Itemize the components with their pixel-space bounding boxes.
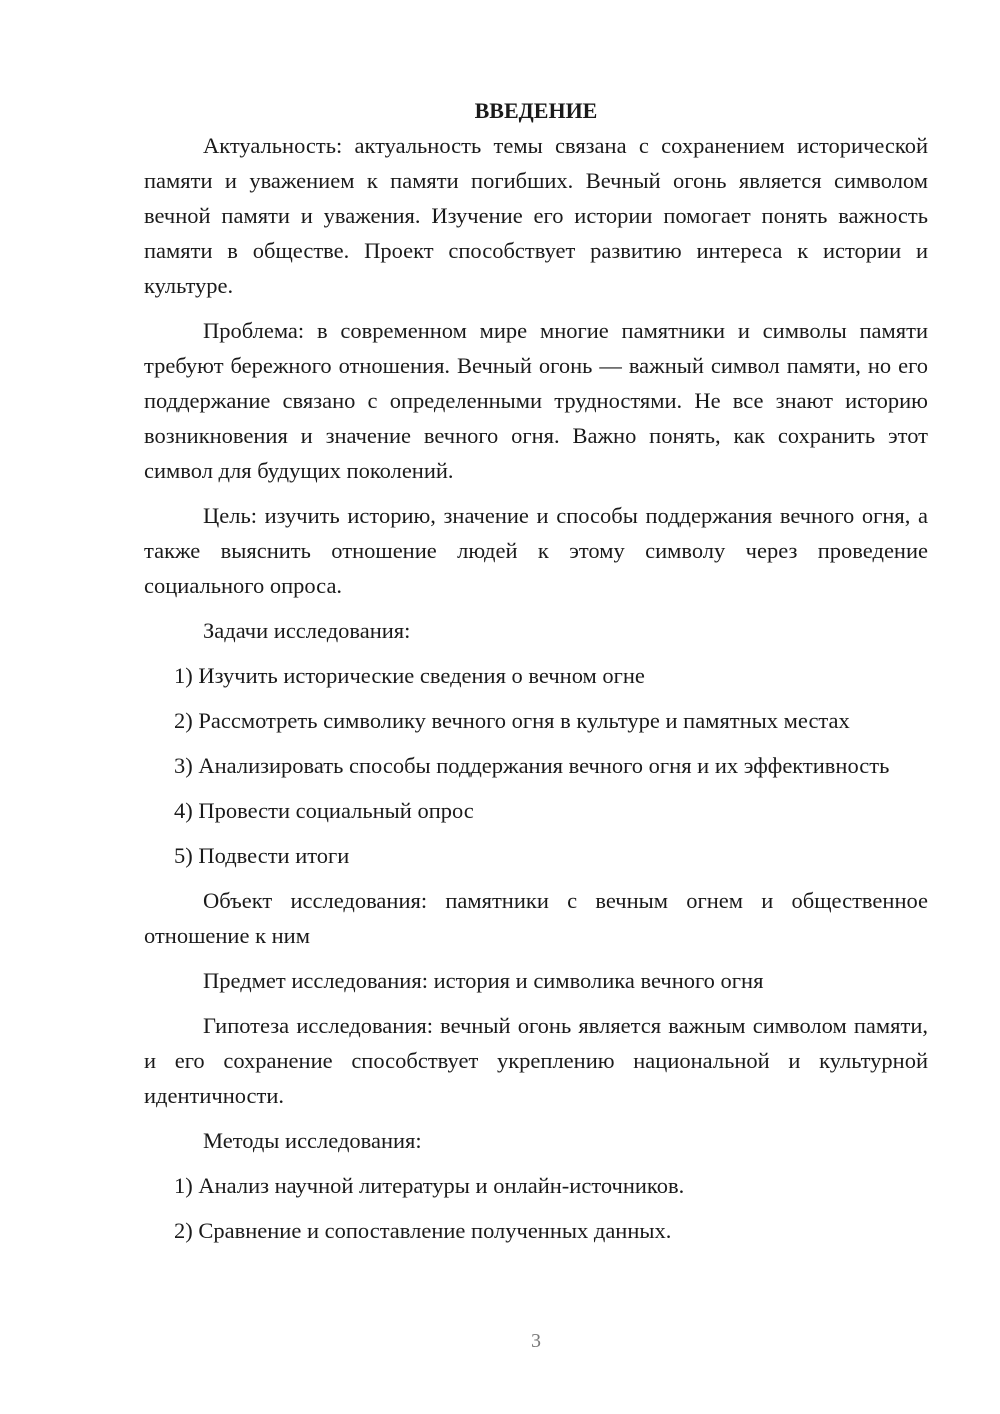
page-number: 3: [531, 1330, 541, 1352]
method-item: 2) Сравнение и сопоставление полученных данных.: [174, 1218, 672, 1243]
page-content: [144, 94, 928, 1258]
paragraph-subject: Предмет исследования: история и символика вечного огня: [203, 968, 764, 993]
paragraph-object: Объект исследования: памятники с вечным огнем и общественное отношение к ним: [144, 888, 928, 948]
task-item: 4) Провести социальный опрос: [174, 798, 474, 823]
paragraph-hypothesis: Гипотеза исследования: вечный огонь является важным символом памяти, и его сохранение способствует укреплению национальной и культурной идентичности.: [144, 1013, 928, 1108]
paragraph-problem: Проблема: в современном мире многие памятники и символы памяти требуют бережного отношения. Вечный огонь — важный символ памяти, но его поддержание связано с определенными трудностями. Не все знают историю возникновения и значение вечного огня. Важно понять, как сохранить этот символ для будущих поколений.: [144, 318, 928, 483]
method-item: 1) Анализ научной литературы и онлайн-источников.: [174, 1173, 685, 1198]
paragraph-actuality: Актуальность: актуальность темы связана с сохранением исторической памяти и уважением к памяти погибших. Вечный огонь является символом вечной памяти и уважения. Изучение его истории помогает понять важность памяти в обществе. Проект способствует развитию интереса к истории и культуре.: [144, 133, 928, 298]
task-item: 5) Подвести итоги: [174, 843, 350, 868]
methods-title: Методы исследования:: [203, 1128, 422, 1153]
section-heading: ВВЕДЕНИЕ: [474, 98, 598, 123]
tasks-title: Задачи исследования:: [203, 618, 411, 643]
task-item: 3) Анализировать способы поддержания вечного огня и их эффективность: [174, 753, 890, 778]
task-item: 1) Изучить исторические сведения о вечном огне: [174, 663, 645, 688]
paragraph-goal: Цель: изучить историю, значение и способы поддержания вечного огня, а также выяснить отношение людей к этому символу через проведение социального опроса.: [144, 503, 928, 598]
task-item: 2) Рассмотреть символику вечного огня в культуре и памятных местах: [174, 708, 850, 733]
